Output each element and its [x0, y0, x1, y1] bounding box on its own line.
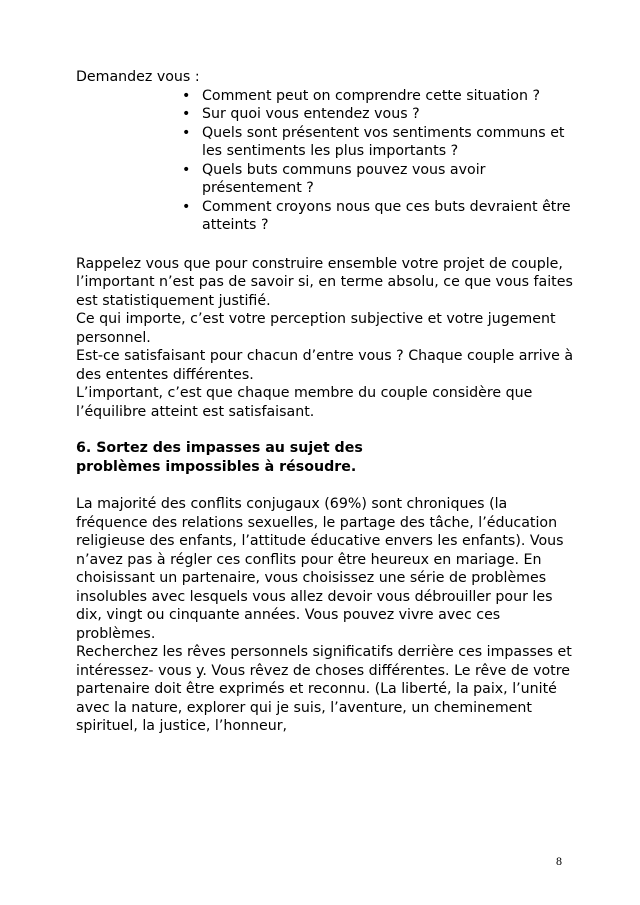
reminder-line: Est-ce satisfaisant pour chacun d’entre vous ? Chaque couple arrive à des ententes différentes.: [76, 348, 574, 383]
questions-list: [76, 87, 576, 235]
page-number: 8: [556, 854, 562, 868]
list-item: [181, 124, 576, 161]
question-text: Comment croyons nous que ces buts devraient être atteints ?: [202, 198, 571, 233]
section-heading: 6. Sortez des impasses au sujet des problèmes impossibles à résoudre.: [76, 440, 363, 475]
bullet-icon: •: [182, 198, 191, 215]
reminder-line: L’important, c’est que chaque membre du couple considère que l’équilibre atteint est satisfaisant.: [76, 385, 533, 420]
list-item: [181, 105, 576, 124]
question-text: Quels sont présentent vos sentiments communs et les sentiments les plus importants ?: [202, 124, 565, 159]
reminder-block: [76, 255, 576, 422]
bullet-icon: •: [182, 161, 191, 178]
list-item: [181, 161, 576, 198]
list-item: [181, 87, 576, 106]
bullet-icon: •: [182, 87, 191, 104]
reminder-line: Ce qui importe, c’est votre perception subjective et votre jugement personnel.: [76, 311, 556, 346]
paragraph-personal-dreams: Recherchez les rêves personnels significatifs derrière ces impasses et intéressez- vous y. Vous rêvez de choses différentes. Le rêve de votre partenaire doit être exprimés et reconnu. (La liberté, la paix, l’unité avec la nature, explorer qui je suis, l’aventure, un cheminement spirituel, la justice, l’honneur,: [76, 644, 572, 734]
paragraph-chronic-conflicts: La majorité des conflits conjugaux (69%) sont chroniques (la fréquence des relations sexuelles, le partage des tâche, l’éducation religieuse des enfants, l’attitude éducative envers les enfants). Vous n’avez pas à régler ces conflits pour être heureux en mariage. En choisissant un partenaire, vous choisissez une série de problèmes insolubles avec lesquels vous allez devoir vous débrouiller pour les dix, vingt ou cinquante années. Vous pouvez vivre avec ces problèmes.: [76, 496, 564, 642]
list-item: [181, 198, 576, 235]
document-page: [76, 68, 576, 736]
bullet-icon: •: [182, 124, 191, 141]
bullet-icon: •: [182, 106, 191, 122]
question-text: Comment peut on comprendre cette situation ?: [202, 87, 541, 104]
question-text: Sur quoi vous entendez vous ?: [202, 106, 420, 122]
reminder-line: Rappelez vous que pour construire ensemble votre projet de couple, l’important n’est pas de savoir si, en terme absolu, ce que vous faites est statistiquement justifié.: [76, 255, 573, 309]
intro-text: Demandez vous :: [76, 69, 200, 85]
question-text: Quels buts communs pouvez vous avoir présentement ?: [202, 161, 486, 196]
